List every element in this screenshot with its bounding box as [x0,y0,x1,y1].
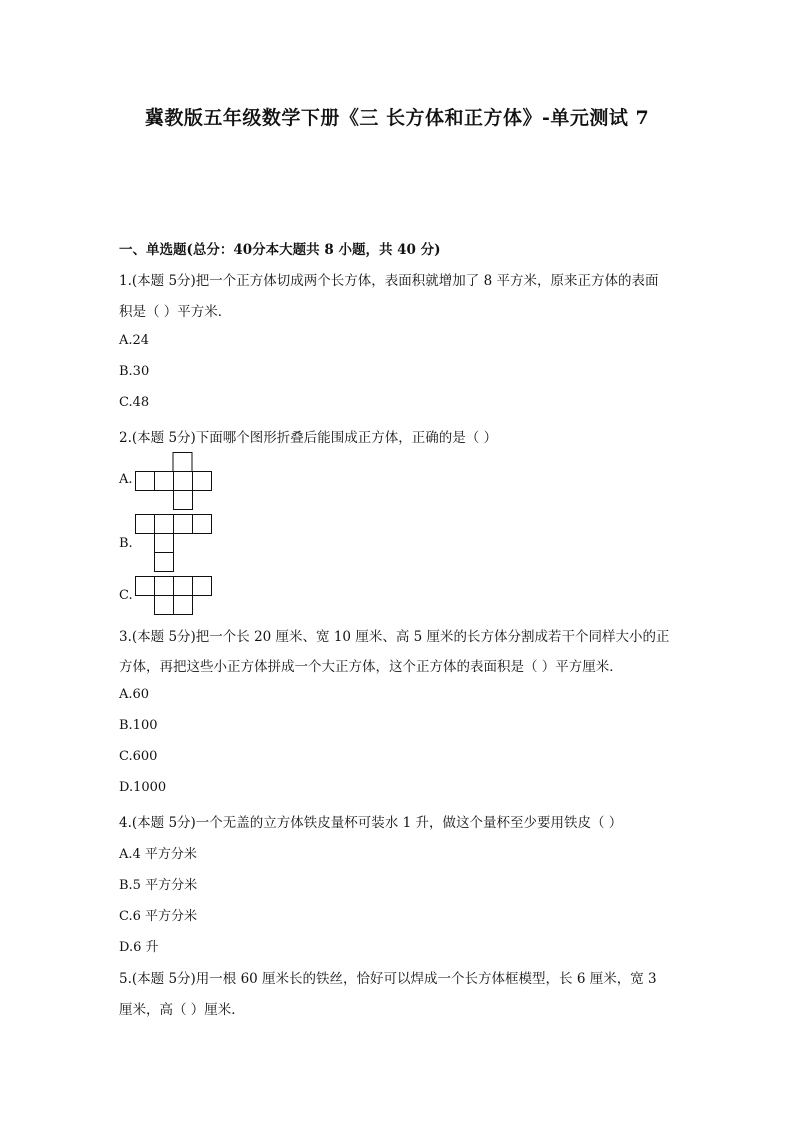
net-c-square-bottom-1 [155,596,174,615]
question-5-line-1: 5.(本题 5分)用一根 60 厘米长的铁丝，恰好可以焊成一个长方体框模型，长 6 厘米，宽 3 [119,971,657,987]
question-1-line-1: 1.(本题 5分)把一个正方体切成两个长方体，表面积就增加了 8 平方米，原来正方体的表面 [119,273,659,289]
net-a-square-bottom [174,491,193,510]
question-4-option-d: D.6 升 [119,940,159,955]
question-1-line-2: 积是（ ）平方米． [119,304,232,320]
net-b-square-bottom [155,553,174,572]
net-b-square-3 [174,515,193,534]
net-b-square-2 [155,515,174,534]
net-a-square-1 [136,472,155,491]
question-4-line-1: 4.(本题 5分)一个无盖的立方体铁皮量杯可装水 1 升，做这个量杯至少要用铁皮（ ） [119,815,623,831]
question-2-option-c: C. [119,588,133,603]
net-c-square-2 [155,577,174,596]
question-4-option-c: C.6 平方分米 [119,909,198,924]
page-title: 冀教版五年级数学下册《三 长方体和正方体》-单元测试 7 [144,107,650,129]
question-2-option-b: B. [119,536,133,551]
net-c-square-4 [193,577,212,596]
cube-net-c [135,576,213,616]
question-4-option-a: A.4 平方分米 [119,847,197,862]
net-a-square-top [173,453,192,472]
question-1-option-a: A.24 [119,333,150,348]
question-2-option-a: A. [119,472,133,487]
net-b-square-mid [155,534,174,553]
cube-net-a [135,452,213,512]
net-b-square-1 [136,515,155,534]
question-1-option-b: B.30 [119,364,150,379]
net-a-square-2 [155,472,174,491]
question-3-option-d: D.1000 [119,780,167,795]
net-c-square-1 [136,577,155,596]
question-1-option-c: C.48 [119,395,150,410]
question-3-line-2: 方体，再把这些小正方体拼成一个大正方体，这个正方体的表面积是（ ）平方厘米． [119,659,623,675]
section-heading: 一、单选题(总分：40分本大题共 8 小题，共 40 分) [119,242,441,258]
question-4-option-b: B.5 平方分米 [119,878,198,893]
question-3-option-b: B.100 [119,718,158,733]
cube-net-b [135,514,213,574]
net-c-square-bottom-2 [174,596,193,615]
question-3-option-c: C.600 [119,749,158,764]
net-b-square-4 [193,515,212,534]
net-a-square-3 [174,472,193,491]
question-3-option-a: A.60 [119,687,150,702]
net-a-square-4 [193,472,212,491]
question-2-line-1: 2.(本题 5分)下面哪个图形折叠后能围成正方体，正确的是（ ） [119,430,498,446]
question-5-line-2: 厘米，高（ ）厘米． [119,1002,245,1018]
net-c-square-3 [174,577,193,596]
question-3-line-1: 3.(本题 5分)把一个长 20 厘米、宽 10 厘米、高 5 厘米的长方体分割成若干个同样大小的正 [119,629,670,645]
